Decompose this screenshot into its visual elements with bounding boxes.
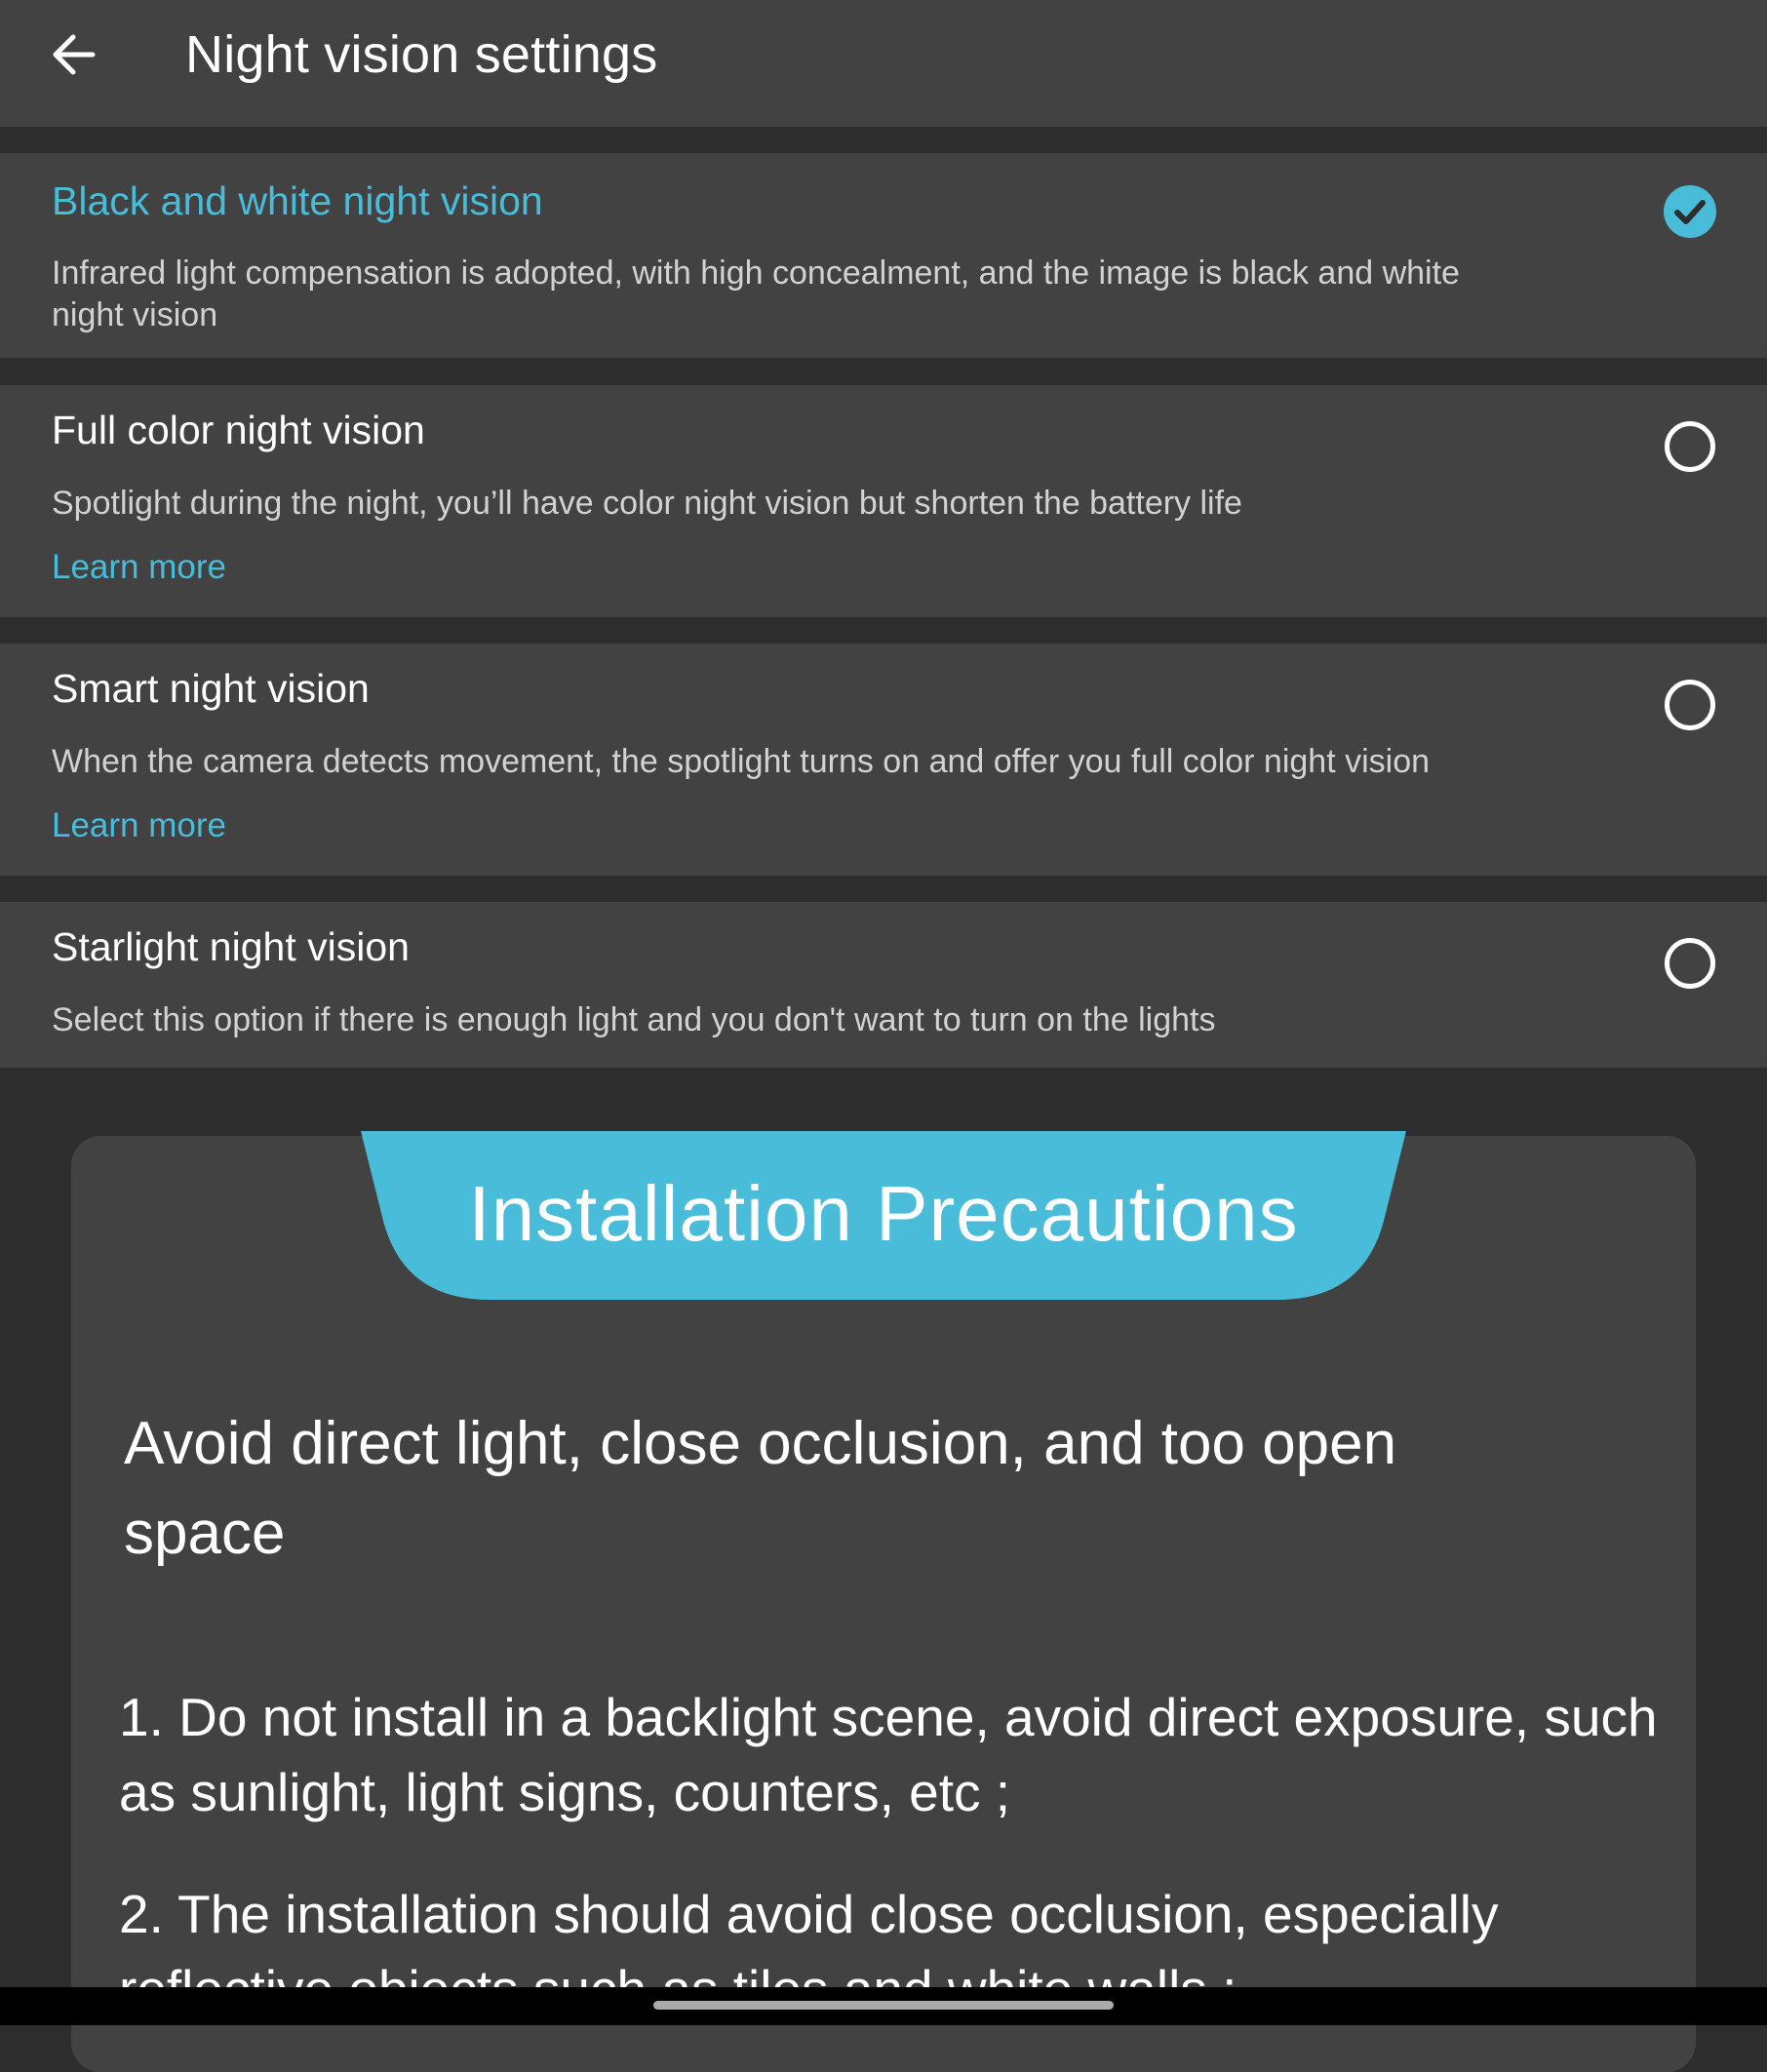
learn-more-link[interactable]: Learn more [52,806,226,844]
radio-unchecked-icon[interactable] [1664,937,1716,990]
app-bar [0,0,1767,127]
home-indicator[interactable] [653,2001,1114,2010]
option-title: Smart night vision [52,666,370,711]
option-description: Select this option if there is enough light and you don't want to turn on the lights [52,1001,1216,1038]
arrow-left-icon [50,33,97,76]
precautions-heading: Avoid direct light, close occlusion, and too open space [124,1410,1397,1567]
back-button[interactable] [39,24,107,85]
option-smart-night-vision[interactable] [0,644,1767,876]
option-description: When the camera detects movement, the spotlight turns on and offer you full color night vision [52,743,1431,780]
check-circle-icon[interactable] [1664,185,1716,238]
option-title: Starlight night vision [52,924,410,969]
precaution-item: 1. Do not install in a backlight scene, avoid direct exposure, such as sunlight, light signs, counters, etc ; [119,1687,1658,1822]
option-description: Spotlight during the night, you’ll have color night vision but shorten the battery life [52,485,1242,522]
option-description: Infrared light compensation is adopted, with high concealment, and the image is black and white night vision [52,254,1460,333]
radio-unchecked-icon[interactable] [1664,679,1716,731]
option-starlight-night-vision[interactable] [0,902,1767,1068]
precautions-banner-title: Installation Precautions [468,1170,1299,1257]
option-black-and-white-night-vision[interactable] [0,153,1767,358]
option-full-color-night-vision[interactable] [0,385,1767,617]
precaution-item: 2. The installation should avoid close occlusion, especially [119,1884,1499,1944]
radio-unchecked-icon[interactable] [1664,420,1716,473]
page-title: Night vision settings [185,25,658,84]
learn-more-link[interactable]: Learn more [52,548,226,586]
option-title: Full color night vision [52,408,425,452]
option-title: Black and white night vision [52,178,543,223]
